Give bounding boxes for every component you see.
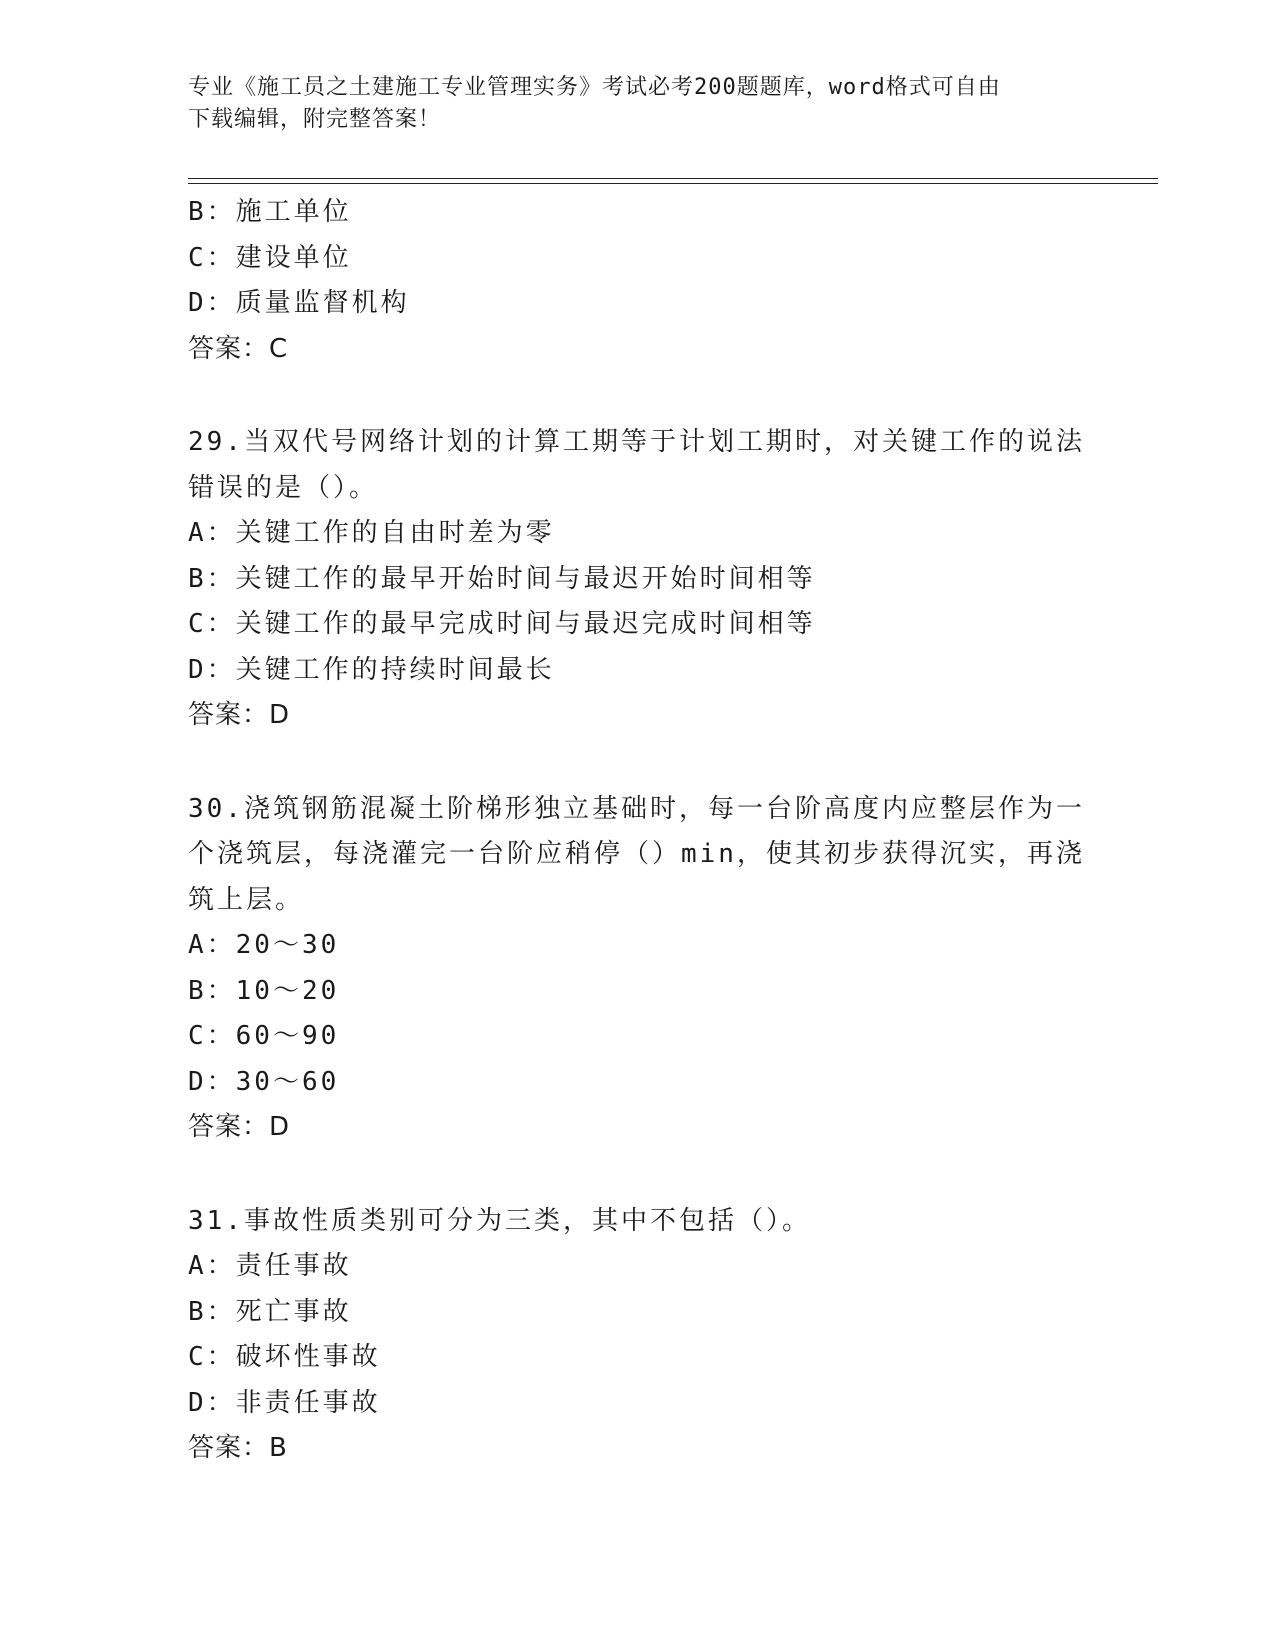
question-list xyxy=(188,190,1088,1472)
option-a: A：关键工作的自由时差为零 xyxy=(188,518,555,548)
option-c: C：破坏性事故 xyxy=(188,1342,381,1372)
option-d: D：非责任事故 xyxy=(188,1387,381,1418)
question-stem-line: 29.当双代号网络计划的计算工期等于计划工期时，对关键工作的说法 xyxy=(188,427,1085,457)
question-stem-line: 31.事故性质类别可分为三类，其中不包括（）。 xyxy=(188,1205,811,1236)
option-b: B：施工单位 xyxy=(188,197,352,227)
header-divider-bottom xyxy=(188,183,1158,184)
question-stem-line: 30.浇筑钢筋混凝土阶梯形独立基础时，每一台阶高度内应整层作为一 xyxy=(188,793,1085,824)
option-a: A：责任事故 xyxy=(188,1251,352,1281)
question-stem-line: 错误的是（）。 xyxy=(188,472,379,503)
header-line-1: 专业《施工员之土建施工专业管理实务》考试必考200题题库，word格式可自由 xyxy=(188,75,1001,100)
option-b: B：10～20 xyxy=(188,975,340,1006)
option-b: B：死亡事故 xyxy=(188,1296,352,1327)
option-a: A：20～30 xyxy=(188,930,340,960)
option-c: C：关键工作的最早完成时间与最迟完成时间相等 xyxy=(188,609,816,639)
answer-line: 答案：B xyxy=(188,1433,288,1463)
option-c: C：建设单位 xyxy=(188,242,352,273)
option-d: D：关键工作的持续时间最长 xyxy=(188,654,555,685)
option-d: D：质量监督机构 xyxy=(188,288,410,318)
answer-line: 答案：D xyxy=(188,700,291,730)
header-divider-top xyxy=(188,178,1158,179)
question-30 xyxy=(188,787,1088,1151)
question-partial xyxy=(188,190,1088,372)
answer-line: 答案：D xyxy=(188,1112,291,1142)
option-b: B：关键工作的最早开始时间与最迟开始时间相等 xyxy=(188,563,816,594)
document-header xyxy=(188,72,1068,136)
option-d: D：30～60 xyxy=(188,1066,340,1097)
question-stem-line: 筑上层。 xyxy=(188,884,305,915)
answer-line: 答案：C xyxy=(188,333,289,364)
question-31 xyxy=(188,1199,1088,1472)
question-29 xyxy=(188,420,1088,739)
option-c: C：60～90 xyxy=(188,1021,340,1051)
question-stem-line: 个浇筑层，每浇灌完一台阶应稍停（）min，使其初步获得沉实，再浇 xyxy=(188,839,1085,869)
header-line-2: 下载编辑，附完整答案！ xyxy=(188,107,442,132)
